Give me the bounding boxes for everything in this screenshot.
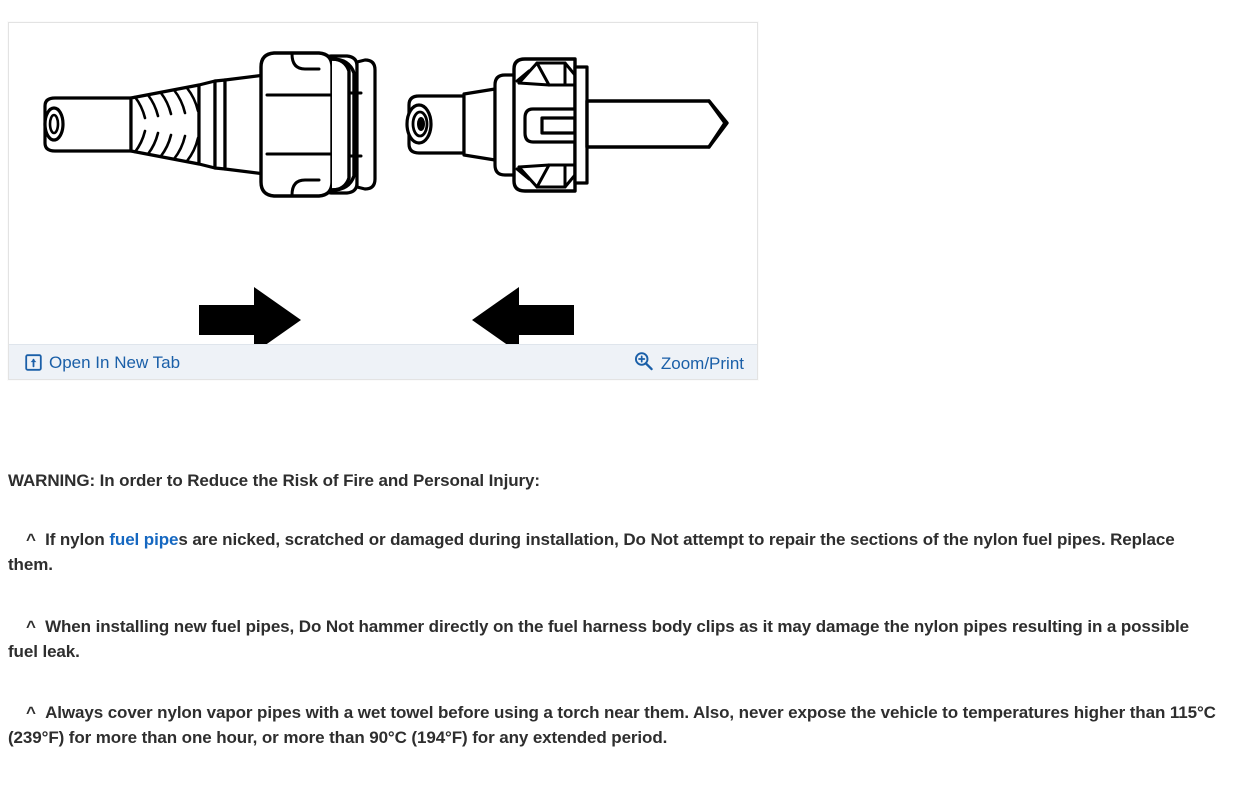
- arrow-left-icon: [472, 287, 574, 345]
- figure-image: [9, 23, 757, 345]
- warning-item-3-text: Always cover nylon vapor pipes with a wet towel before using a torch near them. Also, never expose the vehicle to temperatures higher than 115°C (239°F) for more than one hour, or more than 90°C (194°F) for any extended period.: [8, 702, 1216, 748]
- bullet-marker-2: ^: [26, 616, 46, 636]
- fuel-pipe-link[interactable]: fuel pipe: [109, 530, 179, 550]
- figure-toolbar: [9, 344, 757, 379]
- warning-item-1-pre: If nylon: [45, 530, 110, 550]
- open-in-new-tab-label: Open In New Tab: [49, 353, 181, 372]
- magnifier-plus-icon: [633, 351, 654, 372]
- warning-item-1: [8, 527, 1223, 577]
- warning-item-2-text: When installing new fuel pipes, Do Not hammer directly on the fuel harness body clips as it may damage the nylon pipes resulting in a possible fuel leak.: [8, 616, 1189, 661]
- bullet-marker-1: ^: [26, 530, 46, 550]
- warning-item-3: [8, 700, 1223, 750]
- warning-item-1-post: s are nicked, scratched or damaged during installation, Do Not attempt to repair the sections of the nylon fuel pipes. Replace them.: [8, 530, 1175, 575]
- warning-section: [8, 470, 1223, 750]
- warning-item-2: [8, 614, 1223, 664]
- open-in-new-tab-icon: [25, 354, 42, 371]
- open-in-new-tab-button[interactable]: [25, 354, 180, 371]
- figure-panel: [8, 22, 758, 380]
- bullet-marker-3: ^: [26, 702, 46, 722]
- arrow-right-icon: [199, 287, 301, 345]
- warning-heading: WARNING: In order to Reduce the Risk of Fire and Personal Injury:: [8, 471, 540, 490]
- connector-line-art: [9, 23, 757, 345]
- zoom-print-button[interactable]: [633, 351, 744, 372]
- zoom-print-label: Zoom/Print: [660, 354, 744, 373]
